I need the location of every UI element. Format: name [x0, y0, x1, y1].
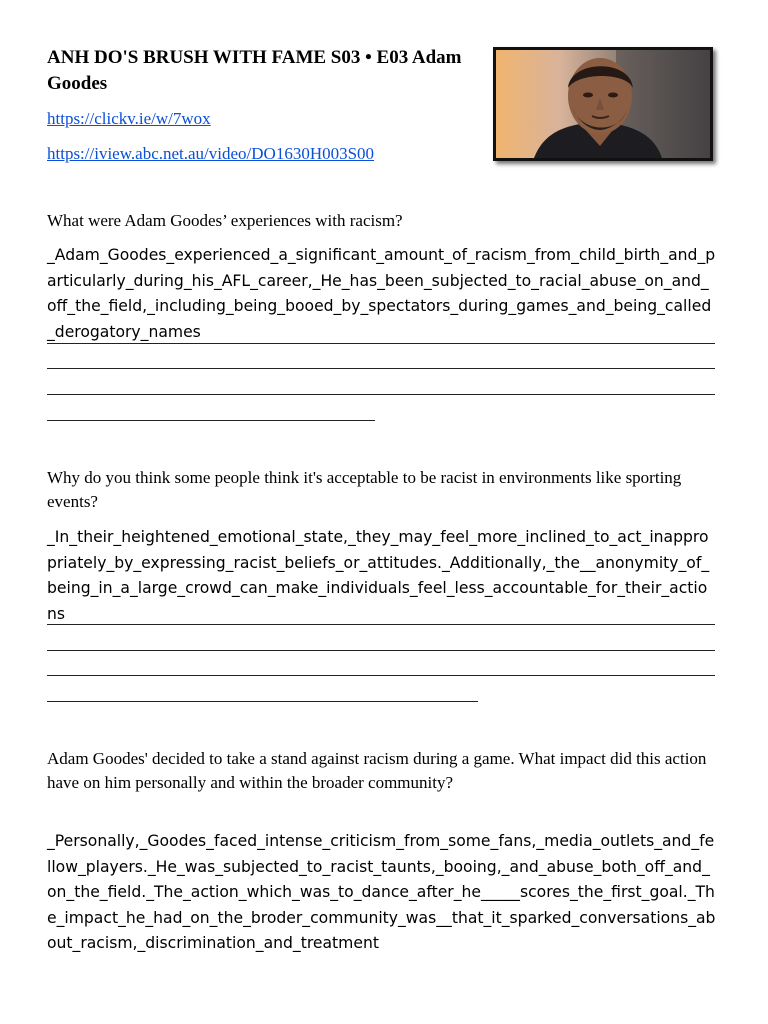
answer-line: [47, 343, 715, 344]
worksheet-title: ANH DO'S BRUSH WITH FAME S03 • E03 Adam Goodes: [47, 47, 462, 94]
answer-2[interactable]: _In_their_heightened_emotional_state,_they_may_feel_more_inclined_to_act_inappropriately_by_expressing_racist_beliefs_or_attitudes._Additionally,_the__anonymity_of_being_in_a_large_crowd_can_make_individuals_feel_less_accountable_for_their_actions: [47, 528, 710, 623]
answer-line: [47, 394, 715, 395]
answer-line: [47, 701, 478, 702]
answer-1[interactable]: _Adam_Goodes_experienced_a_significant_amount_of_racism_from_child_birth_and_particularly_during_his_AFL_career,_He_has_been_subjected_to_racial_abuse_on_and_off_the_field,_including_being_booed_by_spectators_during_games_and_being_called_derogatory_names: [47, 246, 716, 341]
answer-line: [47, 650, 715, 651]
question-3: Adam Goodes' decided to take a stand against racism during a game. What impact did this action have on him personally and within the broader community?: [47, 749, 707, 792]
answer-line: [47, 368, 715, 369]
clickview-link[interactable]: https://clickv.ie/w/7wox: [47, 109, 211, 128]
answer-3[interactable]: _Personally,_Goodes_faced_intense_criticism_from_some_fans,_media_outlets_and_fellow_players._He_was_subjected_to_racist_taunts,_booing,_and_abuse_both_off_and_on_the_field._The_action_which_was_to_dance_after_he_____scores_the_first_goal._The_impact_he_had_on_the_broder_community_was__that_it_sparked_conversations_about_racism,_discrimination_and_treatment: [47, 832, 716, 953]
question-1: What were Adam Goodes’ experiences with racism?: [47, 211, 403, 230]
answer-line: [47, 420, 375, 421]
question-2: Why do you think some people think it's acceptable to be racist in environments like sporting events?: [47, 468, 682, 511]
answer-line: [47, 624, 715, 625]
portrait-image: [496, 50, 710, 158]
iview-link[interactable]: https://iview.abc.net.au/video/DO1630H003S00: [47, 144, 375, 163]
answer-line: [47, 675, 715, 676]
adam-goodes-photo: [493, 47, 713, 161]
